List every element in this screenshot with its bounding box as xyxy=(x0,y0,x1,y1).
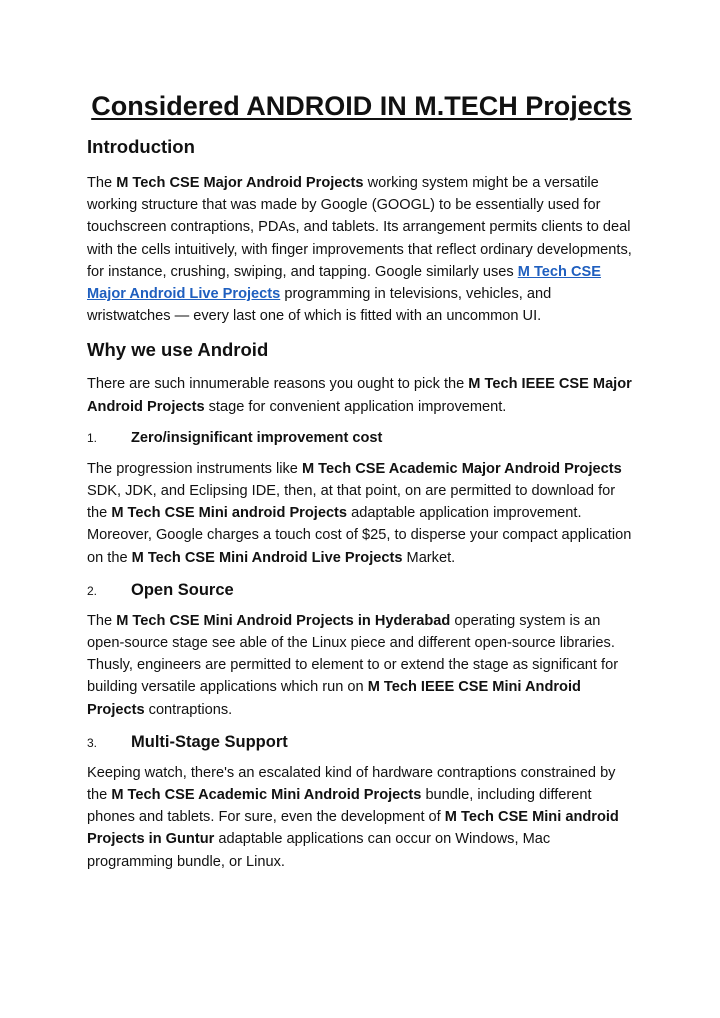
bold-keyword: M Tech CSE Mini Android Live Projects xyxy=(131,549,403,566)
bold-keyword: M Tech CSE Mini Android Projects in Hyderabad xyxy=(116,612,451,629)
why-android-paragraph xyxy=(87,373,636,417)
bold-keyword: M Tech CSE Academic Major Android Projects xyxy=(301,460,622,477)
list-number: 2. xyxy=(87,583,98,598)
text-run: adaptable application improvement. Moreover, Google charges a touch cost of $25, to disperse your compact application on the xyxy=(87,505,632,566)
list-item-3-paragraph xyxy=(87,762,636,873)
list-title: Open Source xyxy=(131,580,234,599)
why-android-heading: Why we use Android xyxy=(87,339,269,361)
text-run: The xyxy=(87,612,117,629)
list-item-2-paragraph xyxy=(87,610,636,721)
list-item-1-paragraph xyxy=(87,458,636,569)
list-title: Zero/insignificant improvement cost xyxy=(131,429,383,446)
text-run: working system might be a versatile working structure that was made by Google (GOOGL) to be essentially used for touchscreen contraptions, PDAs, and tablets. Its arrangement permits clients to deal with the cells intuitively, with finger improvements that reflect ordinary developments, for instance, crushing, swiping, and tapping. Google similarly uses xyxy=(87,175,632,280)
text-run: The xyxy=(87,175,117,191)
live-projects-link[interactable]: M Tech CSE Major Android Live Projects xyxy=(87,263,602,303)
text-run: There are such innumerable reasons you ought to pick the xyxy=(87,376,469,393)
introduction-paragraph xyxy=(87,172,636,327)
bold-keyword: M Tech IEEE CSE Mini Android Projects xyxy=(87,679,581,718)
list-number: 3. xyxy=(87,735,98,750)
text-run: programming in televisions, vehicles, and wristwatches — every last one of which is fitted with an uncommon UI. xyxy=(87,286,552,325)
text-run: contraptions. xyxy=(144,701,233,718)
bold-keyword: M Tech CSE Mini android Projects in Guntur xyxy=(87,809,619,848)
text-run: Keeping watch, there's an escalated kind of hardware contraptions constrained by the xyxy=(87,764,616,804)
text-run: The progression instruments like xyxy=(87,460,302,477)
text-run: bundle, including different phones and tablets. For sure, even the development of xyxy=(87,787,592,826)
bold-keyword: M Tech CSE Academic Mini Android Projects xyxy=(111,787,422,804)
bold-keyword: M Tech IEEE CSE Major Android Projects xyxy=(87,376,632,415)
list-item-1-heading xyxy=(87,430,636,446)
text-run: SDK, JDK, and Eclipsing IDE, then, at that point, on are permitted to download for the xyxy=(87,483,616,522)
list-item-2-heading xyxy=(87,581,636,600)
document-title: Considered ANDROID IN M.TECH Projects xyxy=(91,91,632,121)
list-title: Multi-Stage Support xyxy=(131,732,288,751)
text-run: Market. xyxy=(402,549,456,566)
bold-keyword: M Tech CSE Major Android Projects xyxy=(116,175,364,191)
text-run: adaptable applications can occur on Windows, Mac programming bundle, or Linux. xyxy=(87,831,551,870)
text-run: stage for convenient application improvement. xyxy=(204,398,507,415)
list-item-3-heading xyxy=(87,733,636,752)
bold-keyword: M Tech CSE Mini android Projects xyxy=(111,505,348,522)
text-run: operating system is an open-source stage see able of the Linux piece and different open-source libraries. Thusly, engineers are permitted to element to or extend the stage as significant for building versatile applications which run on xyxy=(87,612,619,696)
list-number: 1. xyxy=(87,430,98,445)
introduction-heading: Introduction xyxy=(87,136,195,157)
